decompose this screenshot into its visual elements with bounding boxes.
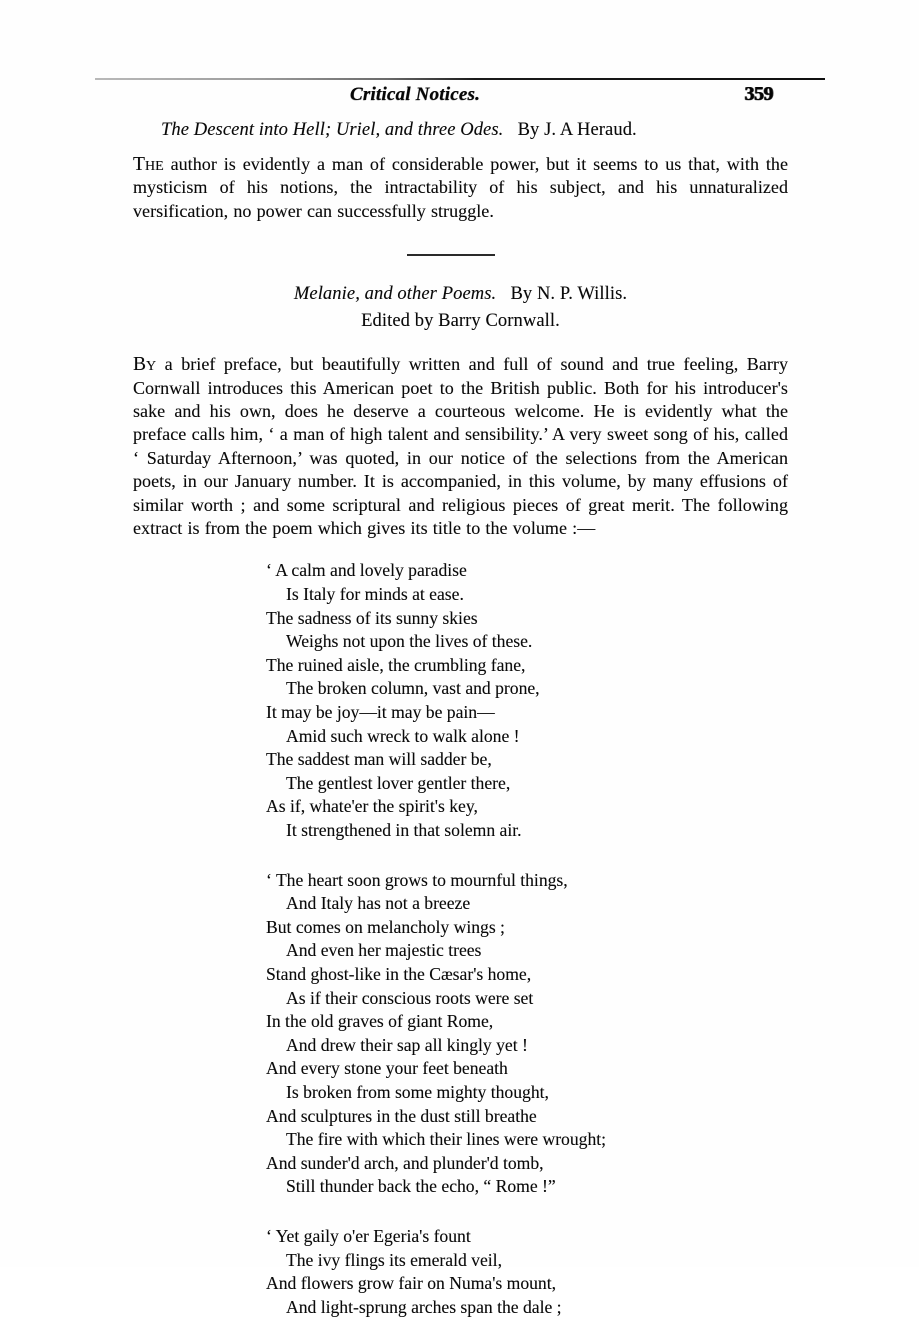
verse-line: But comes on melancholy wings ; <box>266 916 505 937</box>
verse-line: And sculptures in the dust still breathe <box>266 1105 537 1126</box>
stanza-3 <box>266 1225 788 1319</box>
verse-line: It may be joy—it may be pain— <box>266 702 495 723</box>
verse-line: The ruined aisle, the crumbling fane, <box>266 654 526 675</box>
verse-line: As if their conscious roots were set <box>286 987 534 1008</box>
review-subtitle-editor: Edited by Barry Cornwall. <box>361 311 560 332</box>
review-paragraph-willis <box>133 353 788 540</box>
running-head-title: Critical Notices. <box>349 84 481 105</box>
paragraph-leadin-by: By <box>133 354 157 376</box>
section-divider-rule <box>407 254 495 256</box>
review-title-heraud <box>133 120 788 141</box>
verse-line: Amid such wreck to walk alone ! <box>286 725 520 746</box>
verse-line: Is broken from some mighty thought, <box>286 1081 549 1102</box>
verse-line: ‘ The heart soon grows to mournful things, <box>266 869 568 890</box>
verse-line: As if, whate'er the spirit's key, <box>266 796 478 817</box>
review-title-italic: The Descent into Hell; Uriel, and three Odes. <box>161 120 504 140</box>
review-paragraph-heraud <box>133 153 788 223</box>
paragraph-body-willis: a brief preface, but beautifully written and full of sound and true feeling, Barry Cornwall introduces this American poet to the British public. Both for his introducer's sake and his own, does he deserve a courteous welcome. He is evidently what the preface calls him, ‘ a man of high talent and sensibility.’ A very sweet song of his, called ‘ Saturday Afternoon,’ was quoted, in our notice of the selections from the American poets, in our January number. It is accompanied, in this volume, by many effusions of similar worth ; and some scriptural and religious pieces of great merit. The following extract is from the poem which gives its title to the volume :— <box>133 354 788 539</box>
verse-line: The ivy flings its emerald veil, <box>286 1249 502 1270</box>
verse-line: The fire with which their lines were wrought; <box>286 1129 607 1150</box>
verse-line: Is Italy for minds at ease. <box>286 584 464 605</box>
verse-line: And flowers grow fair on Numa's mount, <box>266 1273 556 1294</box>
verse-line: Stand ghost-like in the Cæsar's home, <box>266 963 532 984</box>
page-folio-number: 359 <box>744 83 773 105</box>
review-title-italic-willis: Melanie, and other Poems. <box>293 284 497 305</box>
review-author-willis: By N. P. Willis. <box>510 284 628 305</box>
verse-line: ‘ Yet gaily o'er Egeria's fount <box>266 1225 471 1246</box>
running-head <box>95 78 825 112</box>
review-author-heraud: By J. A Heraud. <box>517 120 637 140</box>
stanza-1 <box>266 559 788 842</box>
verse-line: Still thunder back the echo, “ Rome !” <box>286 1176 556 1197</box>
verse-line: And even her majestic trees <box>286 940 482 961</box>
verse-line: The gentlest lover gentler there, <box>286 772 511 793</box>
verse-line: The saddest man will sadder be, <box>266 749 492 770</box>
verse-line: Weighs not upon the lives of these. <box>286 631 533 652</box>
verse-line: And light-sprung arches span the dale ; <box>286 1296 562 1317</box>
verse-line: And sunder'd arch, and plunder'd tomb, <box>266 1152 544 1173</box>
review-title-willis <box>133 284 788 305</box>
verse-line: The broken column, vast and prone, <box>286 678 540 699</box>
verse-line: And drew their sap all kingly yet ! <box>286 1034 528 1055</box>
verse-line: And Italy has not a breeze <box>286 893 471 914</box>
verse-line: It strengthened in that solemn air. <box>286 820 522 840</box>
verse-line: ‘ A calm and lovely paradise <box>266 560 467 581</box>
paragraph-body-heraud: author is evidently a man of considerable power, but it seems to us that, with the mysticism of his notions, the intractability of his subject, and his unnaturalized versification, no power can successfully struggle. <box>133 154 788 221</box>
header-rule <box>95 78 825 80</box>
verse-line: And every stone your feet beneath <box>266 1058 508 1079</box>
verse-line: The sadness of its sunny skies <box>266 607 478 628</box>
verse-line: In the old graves of giant Rome, <box>266 1011 494 1032</box>
text-column <box>133 120 788 1319</box>
paragraph-leadin-the: The <box>133 154 164 175</box>
verse-extract <box>133 559 788 1319</box>
stanza-2 <box>266 869 788 1199</box>
